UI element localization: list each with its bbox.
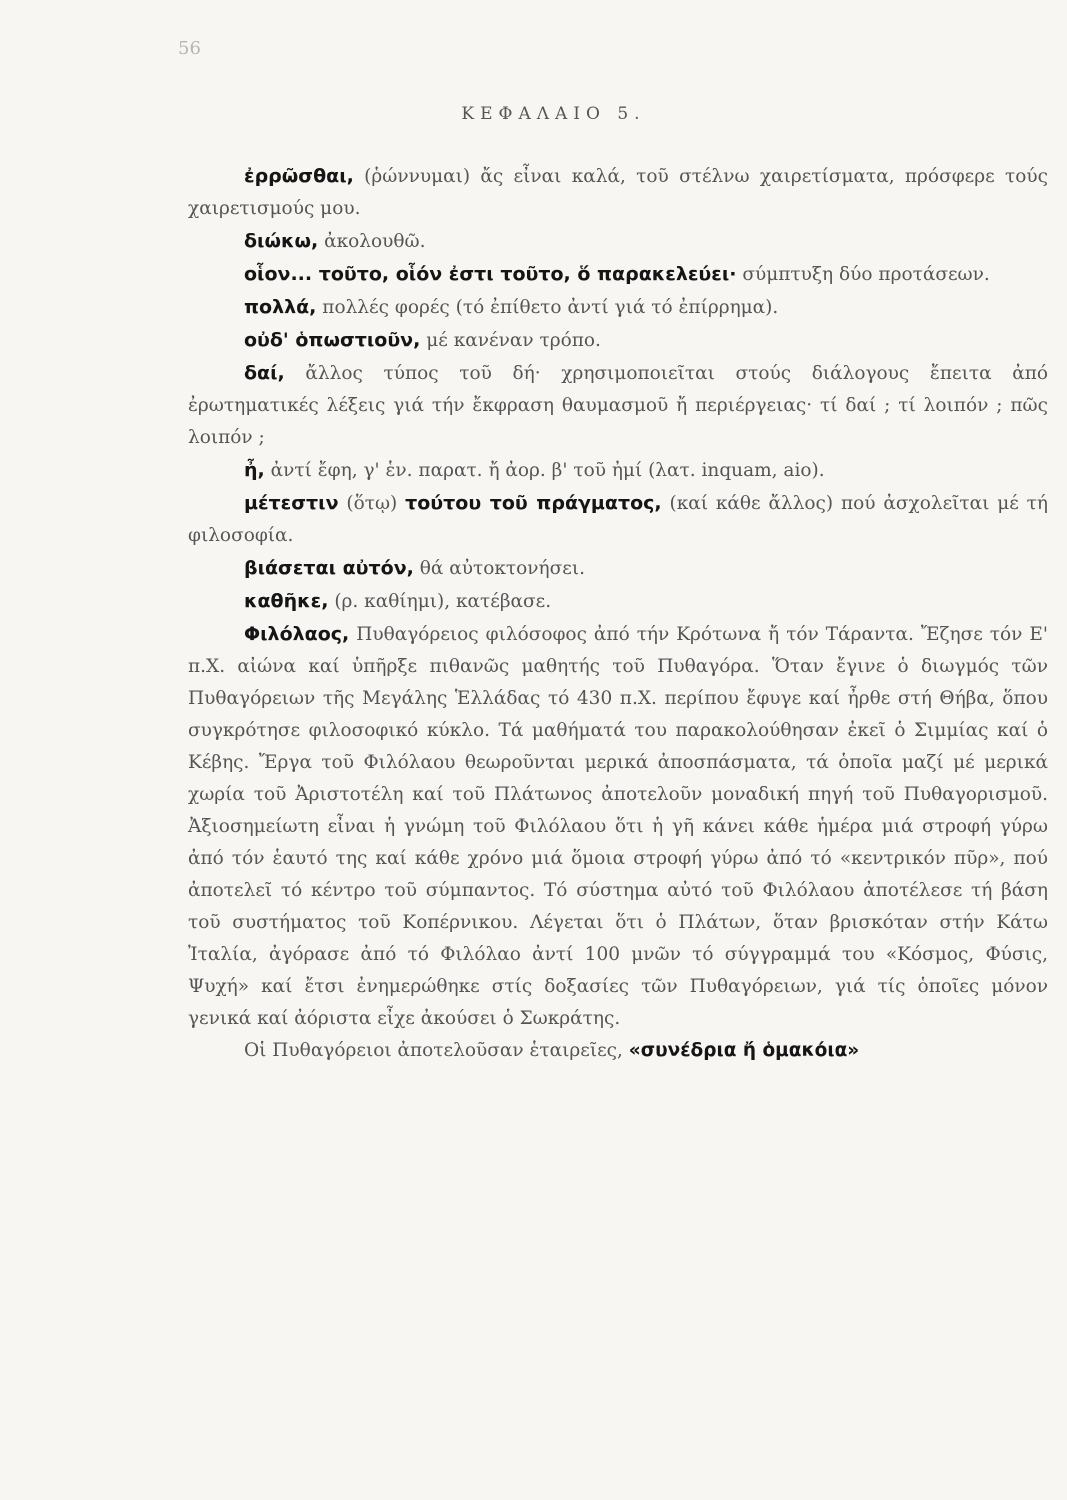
entry-term: καθῆκε, <box>244 590 329 612</box>
entry-term: πολλά, <box>244 296 317 318</box>
glossary-entry <box>188 324 1048 357</box>
closing-emphasis: «συνέδρια ἤ ὁμακόια» <box>628 1040 860 1061</box>
closing-line <box>188 1035 1048 1067</box>
entry-term: διώκω, <box>244 230 319 252</box>
entry-definition: Πυθαγόρειος φιλόσοφος ἀπό τήν Κρότωνα ἤ τόν Τάραντα. Ἔζησε τόν Ε' π.Χ. αἰώνα καί ὑπῆρξε πιθανῶς μαθητής τοῦ Πυθαγόρα. Ὅταν ἔγινε ὁ διωγμός τῶν Πυθαγόρειων τῆς Μεγάλης Ἑλλάδας τό 430 π.Χ. περίπου ἔφυγε καί ἦρθε στή Θήβα, ὅπου συγκρότησε φιλοσοφικό κύκλο. Τά μαθήματά του παρακολούθησαν ἐκεῖ ὁ Σιμμίας καί ὁ Κέβης. Ἔργα τοῦ Φιλόλαου θεωροῦνται μερικά ἀποσπάσματα, τά ὁποῖα μαζί μέ μερικά χωρία τοῦ Ἀριστοτέλη καί τοῦ Πλάτωνος ἀποτελοῦν μοναδική πηγή τοῦ Πυθαγορισμοῦ. Ἀξιοσημείωτη εἶναι ἡ γνώμη τοῦ Φιλόλαου ὅτι ἡ γῆ κάνει κάθε ἡμέρα μιά στροφή γύρω ἀπό τόν ἑαυτό της καί κάθε χρόνο μιά ὅμοια στροφή γύρω ἀπό τό «κεντρικόν πῦρ», πού ἀποτελεῖ τό κέντρο τοῦ σύμπαντος. Τό σύστημα αὐτό τοῦ Φιλόλαου ἀποτέλεσε τή βάση τοῦ συστήματος τοῦ Κοπέρνικου. Λέγεται ὅτι ὁ Πλάτων, ὅταν βρισκόταν στήν Κάτω Ἰταλία, ἀγόρασε ἀπό τό Φιλόλαο ἀντί 100 μνῶν τό σύγγραμμά του «Κόσμος, Φύσις, Ψυχή» καί ἔτσι ἐνημερώθηκε στίς δοξασίες τῶν Πυθαγόρειων, γιά τίς ὁποῖες μόνον γενικά καί ἀόριστα εἶχε ἀκούσει ὁ Σωκράτης. <box>188 624 1048 1029</box>
entry-term: ἦ, <box>244 459 265 481</box>
entry-term: βιάσεται αὐτόν, <box>244 557 414 579</box>
entry-definition: θά αὐτοκτονήσει. <box>413 558 585 579</box>
entry-definition: ἀντί ἔφη, γ' ἑν. παρατ. ἤ ἀορ. β' τοῦ ἠμί (λατ. inquam, aio). <box>264 460 825 481</box>
glossary-entry <box>188 454 1048 487</box>
chapter-header: ΚΕΦΑΛΑΙΟ 5. <box>461 104 646 124</box>
entry-term: Φιλόλαος, <box>244 623 350 645</box>
entry-definition-inline: (ὅτῳ) <box>338 493 406 514</box>
entry-term-continued: τούτου τοῦ πράγματος, <box>405 492 662 514</box>
glossary-entry <box>188 160 1048 225</box>
entry-definition: ἄλλος τύπος τοῦ δή· χρησιμοποιεῖται στούς διάλογους ἔπειτα ἀπό ἐρωτηματικές λέξεις γιά τήν ἔκφραση θαυμασμοῦ ἤ περιέργειας· τί δαί ; τί λοιπόν ; πῶς λοιπόν ; <box>188 363 1048 448</box>
glossary-entry <box>188 585 1048 618</box>
glossary-entry <box>188 258 1048 291</box>
entry-definition: (ρ. καθίημι), κατέβασε. <box>328 591 552 612</box>
glossary-entry <box>188 552 1048 585</box>
glossary-entry <box>188 487 1048 552</box>
glossary-entry <box>188 357 1048 454</box>
entry-term: μέτεστιν <box>244 492 339 514</box>
entry-term: δαί, <box>244 362 285 384</box>
entry-term: ἐρρῶσθαι, <box>244 165 354 187</box>
glossary-entry <box>188 225 1048 258</box>
glossary-entry <box>188 291 1048 324</box>
glossary-body <box>188 160 1048 1067</box>
entry-definition: (ῥώννυμαι) ἄς εἶναι καλά, τοῦ στέλνω χαιρετίσματα, πρόσφερε τούς χαιρετισμούς μου. <box>188 166 1048 219</box>
entry-definition: ἀκολουθῶ. <box>318 231 426 252</box>
entry-term: οὐδ' ὁπωστιοῦν, <box>244 329 421 351</box>
entry-term: οἷον... τοῦτο, οἷόν ἐστι τοῦτο, ὅ παρακελεύει· <box>244 263 737 285</box>
entry-definition: (καί κάθε ἄλλος) πού ἀσχολεῖται μέ τή φιλοσοφία. <box>188 493 1049 546</box>
entry-definition: πολλές φορές (τό ἐπίθετο ἀντί γιά τό ἐπίρρημα). <box>316 297 779 318</box>
closing-text: Οἱ Πυθαγόρειοι ἀποτελοῦσαν ἑταιρεῖες, <box>244 1040 629 1061</box>
page-number: 56 <box>178 38 201 59</box>
entry-definition: σύμπτυξη δύο προτάσεων. <box>736 264 990 285</box>
glossary-entry <box>188 618 1048 1035</box>
entry-definition: μέ κανέναν τρόπο. <box>420 330 601 351</box>
